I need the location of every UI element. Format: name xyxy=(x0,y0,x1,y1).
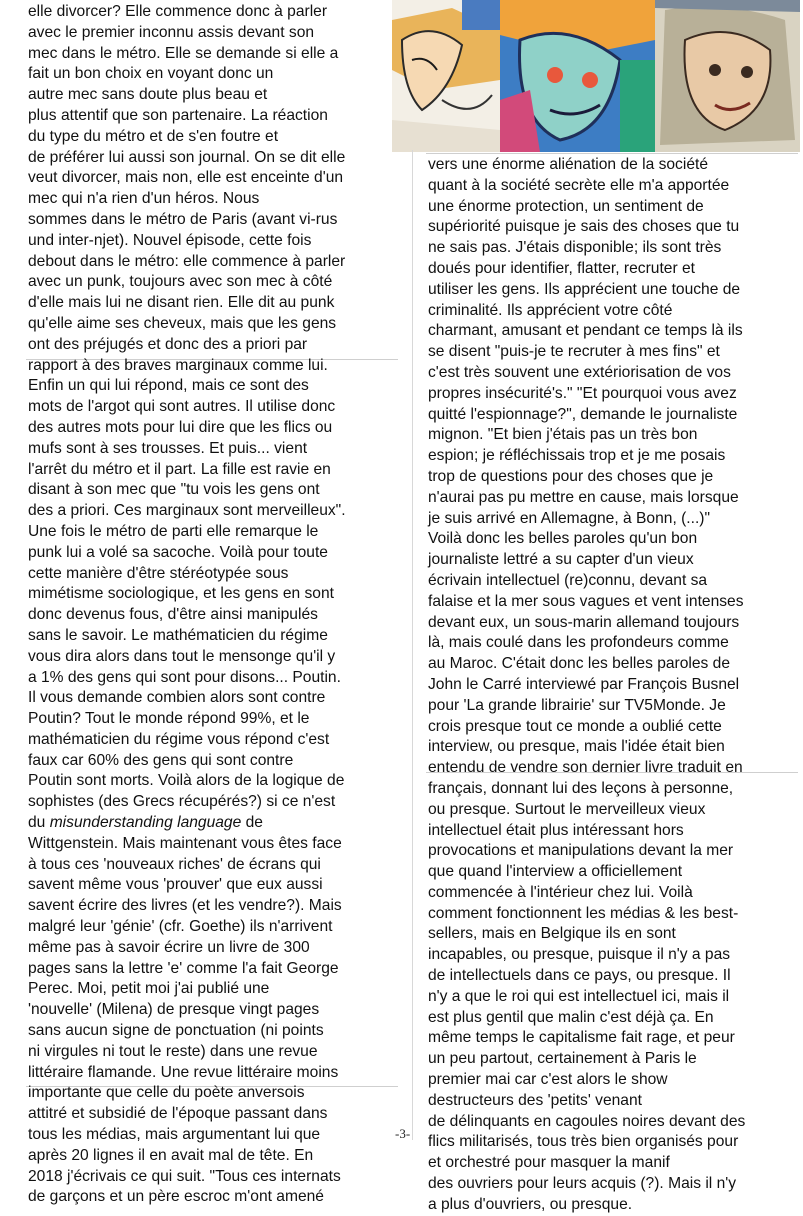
text-line: vous dira alors dans tout le mensonge qu'il y xyxy=(28,647,336,665)
text-line: sans le savoir. Le mathématicien du régime xyxy=(28,626,328,644)
text-line: mignon. "Et bien j'étais pas un très bon xyxy=(428,426,698,444)
text-line: journaliste lettré a su capter d'un vieux xyxy=(428,551,694,569)
right-text-column xyxy=(428,155,796,1216)
text-line: mec dans le métro. Elle se demande si elle a xyxy=(28,44,339,62)
text-line: ont des préjugés et donc des a priori par xyxy=(28,335,308,353)
text-line: ne sais pas. J'étais disponible; ils sont très xyxy=(428,239,722,257)
text-line: mathématicien du régime vous répond c'est xyxy=(28,730,330,748)
text-line: premier mai car c'est alors le show xyxy=(428,1071,668,1089)
text-line: sophistes (des Grecs récupérés?) si ce n'est xyxy=(28,793,336,811)
text-line: faux car 60% des gens qui sont contre xyxy=(28,751,294,769)
text-line: donc devenus fous, d'être ainsi manipulés xyxy=(28,606,318,624)
text-line: c'est très souvent une extériorisation de vos xyxy=(428,363,731,381)
text-line: Une fois le métro de parti elle remarque le xyxy=(28,522,319,540)
text-line: importante que celle du poète anversois xyxy=(28,1084,305,1102)
text-line: je suis arrivé en Allemagne, à Bonn, (...)" xyxy=(428,509,711,527)
text-line: une énorme protection, un sentiment de xyxy=(428,197,704,215)
text-line: même temps le capitalisme fait rage, et peur xyxy=(428,1029,735,1047)
text-line: commencée à l'intérieur chez lui. Voilà xyxy=(428,883,693,901)
text-line: d'elle mais lui ne disant rien. Elle dit au punk xyxy=(28,294,335,312)
text-line: quant à la société secrète elle m'a apportée xyxy=(428,176,730,194)
text-line: Wittgenstein. Mais maintenant vous êtes face xyxy=(28,834,342,852)
text-line: au Maroc. C'était donc les belles paroles de xyxy=(428,655,731,673)
text-line: Poutin sont morts. Voilà alors de la logique de xyxy=(28,772,345,790)
text-line: fait un bon choix en voyant donc un xyxy=(28,65,274,83)
text-line: supériorité puisque je sais des choses que tu xyxy=(428,218,740,236)
abstract-portrait-icon xyxy=(655,0,800,152)
text-line: malgré leur 'génie' (cfr. Goethe) ils n'arrivent xyxy=(28,918,333,936)
text-line: pages sans la lettre 'e' comme l'a fait George xyxy=(28,959,339,977)
text-line: destructeurs des 'petits' venant xyxy=(428,1091,642,1109)
text-line: ou presque. Surtout le merveilleux vieux xyxy=(428,800,706,818)
page-number: -3- xyxy=(395,1126,411,1141)
text-line: falaise et la mer sous vagues et vent intenses xyxy=(428,592,744,610)
text-line: n'aurai pas pu mettre en cause, mais lorsque xyxy=(428,488,739,506)
italic-phrase: misunderstanding language xyxy=(49,814,242,832)
text-line: l'arrêt du métro et il part. La fille est ravie en xyxy=(28,460,331,478)
text-line: provocations et manipulations devant la mer xyxy=(428,842,734,860)
text-line: de intellectuels dans ce pays, ou presque. Il xyxy=(428,967,731,985)
text-line: 'nouvelle' (Milena) de presque vingt pages xyxy=(28,1001,320,1019)
text-line: interview, ou presque, mais l'idée était bien xyxy=(428,738,725,756)
text-line: und inter-njet). Nouvel épisode, cette fois xyxy=(28,231,312,249)
text-line: Il vous demande combien alors sont contre xyxy=(28,689,326,707)
text-line: attitré et subsidié de l'époque passant dans xyxy=(28,1105,328,1123)
text-line: ni virgules ni tout le reste) dans une revue xyxy=(28,1042,318,1060)
text-line: tous les médias, mais argumentant lui que xyxy=(28,1126,321,1144)
text-line: rapport à des braves marginaux comme lui. xyxy=(28,356,328,374)
text-line: est plus gentil que malin c'est déjà ça. En xyxy=(428,1008,714,1026)
text-line: français, donnant lui des leçons à personne, xyxy=(428,779,734,797)
text-line: mec qui n'a rien d'un héros. Nous xyxy=(28,190,260,208)
text-line: utiliser les gens. Ils apprécient une touche de xyxy=(428,280,741,298)
text-line: là, mais coulé dans les profondeurs comme xyxy=(428,634,729,652)
text-line: vers une énorme aliénation de la société xyxy=(428,156,708,173)
text-line: de garçons et un père escroc m'ont amené xyxy=(28,1188,324,1206)
text-line: pour 'La grande librairie' sur TV5Monde. Je xyxy=(428,696,726,714)
text-line: comment fonctionnent les médias & les best- xyxy=(428,904,739,922)
text-line: incapables, ou presque, puisque il n'y a pas xyxy=(428,946,731,964)
text-line: après 20 lignes il en avait mal de tête. En xyxy=(28,1146,314,1164)
text-line: quitté l'espionnage?", demande le journaliste xyxy=(428,405,738,423)
artwork-painting-3 xyxy=(655,0,800,152)
artwork-painting-2 xyxy=(500,0,655,152)
text-line: des a priori. Ces marginaux sont merveilleux". xyxy=(28,502,346,520)
text-line: trop de questions pour des choses que je xyxy=(428,467,714,485)
text-line: propres insécurité's." "Et pourquoi vous avez xyxy=(428,384,737,402)
text-line: Enfin un qui lui répond, mais ce sont des xyxy=(28,377,309,395)
text-line: plus attentif que son partenaire. La réaction xyxy=(28,106,328,124)
italic-phrase-tail: de xyxy=(241,814,263,832)
text-line: sans aucun signe de ponctuation (ni points xyxy=(28,1022,324,1040)
text-line: autre mec sans doute plus beau et xyxy=(28,86,268,104)
text-line: à tous ces 'nouveaux riches' de écrans qui xyxy=(28,855,321,873)
text-line: n'y a que le roi qui est intellectuel ici, mais il xyxy=(428,987,730,1005)
text-line: criminalité. Ils apprécient votre côté xyxy=(428,301,673,319)
text-line: John le Carré interviewé par François Busnel xyxy=(428,675,740,693)
text-line: un peu partout, certainement à Paris le xyxy=(428,1050,697,1068)
text-line: a 1% des gens qui sont pour disons... Poutin. xyxy=(28,668,341,686)
text-line: mots de l'argot qui sont autres. Il utilise donc xyxy=(28,398,336,416)
left-text-column xyxy=(28,2,398,1208)
text-line: sellers, mais en Belgique ils en sont xyxy=(428,925,676,943)
text-line: même pas à savoir écrire un livre de 300 xyxy=(28,938,310,956)
text-line: crois presque tout ce monde a oublié cette xyxy=(428,717,722,735)
text-line: du misunderstanding language de xyxy=(28,814,263,832)
text-line: charmant, amusant et pendant ce temps là ils xyxy=(428,322,743,340)
text-line: que quand l'interview a officiellement xyxy=(428,863,683,881)
text-line: disant à son mec que "tu vois les gens ont xyxy=(28,481,320,499)
text-line: sommes dans le métro de Paris (avant vi-rus xyxy=(28,210,338,228)
text-line: et orchestré pour masquer la manif xyxy=(428,1154,670,1172)
text-line: doués pour identifier, flatter, recruter et xyxy=(428,259,695,277)
text-line: 2018 j'écrivais ce qui suit. "Tous ces internats xyxy=(28,1167,341,1185)
abstract-figure-icon xyxy=(392,0,500,152)
text-line: savent écrire des livres (et les vendre?). Mais xyxy=(28,897,342,915)
text-line: elle divorcer? Elle commence donc à parler xyxy=(28,3,328,20)
text-line: Poutin? Tout le monde répond 99%, et le xyxy=(28,710,310,728)
text-line: a plus d'ouvriers, ou presque. xyxy=(428,1195,633,1213)
text-line: entendu de vendre son dernier livre traduit en xyxy=(428,759,743,777)
text-line: savent même vous 'prouver' que eux aussi xyxy=(28,876,323,894)
text-line: des autres mots pour lui dire que les flics ou xyxy=(28,418,333,436)
text-line: avec le premier inconnu assis devant son xyxy=(28,23,315,41)
text-line: Voilà donc les belles paroles qu'un bon xyxy=(428,530,698,548)
text-line: des ouvriers pour leurs acquis (?). Mais il n'y xyxy=(428,1175,737,1193)
text-line: cette manière d'être stéréotypée sous xyxy=(28,564,289,582)
text-line: punk lui a volé sa sacoche. Voilà pour toute xyxy=(28,543,328,561)
artwork-painting-1 xyxy=(392,0,500,152)
text-line: mufs sont à ses trousses. Et puis... vient xyxy=(28,439,308,457)
text-line: de préférer lui aussi son journal. On se dit elle xyxy=(28,148,346,166)
text-line: devant eux, un sous-marin allemand toujours xyxy=(428,613,740,631)
text-line: écrivain intellectuel (re)connu, devant sa xyxy=(428,571,708,589)
text-line: du type du métro et de s'en foutre et xyxy=(28,127,279,145)
text-line: flics militarisés, tous très bien organisés pour xyxy=(428,1133,739,1151)
section-divider xyxy=(426,153,798,154)
text-line: intellectuel était plus intéressant hors xyxy=(428,821,684,839)
text-line: mimétisme sociologique, et les gens en sont xyxy=(28,585,334,603)
text-line: Perec. Moi, petit moi j'ai publié une xyxy=(28,980,270,998)
abstract-face-icon xyxy=(500,0,655,152)
text-line: qu'elle aime ses cheveux, mais que les gens xyxy=(28,314,337,332)
text-line: debout dans le métro: elle commence à parler xyxy=(28,252,346,270)
text-line: de délinquants en cagoules noires devant des xyxy=(428,1112,746,1130)
text-line: littéraire flamande. Une revue littéraire moins xyxy=(28,1063,339,1081)
text-line: veut divorcer, mais non, elle est enceinte d'un xyxy=(28,169,344,187)
text-line: espion; je réfléchissais trop et je me posais xyxy=(428,447,726,465)
text-line: se disent "puis-je te recruter à mes fins" et xyxy=(428,343,720,361)
column-divider xyxy=(412,150,413,1140)
text-line: avec un punk, toujours avec son mec à côté xyxy=(28,273,333,291)
